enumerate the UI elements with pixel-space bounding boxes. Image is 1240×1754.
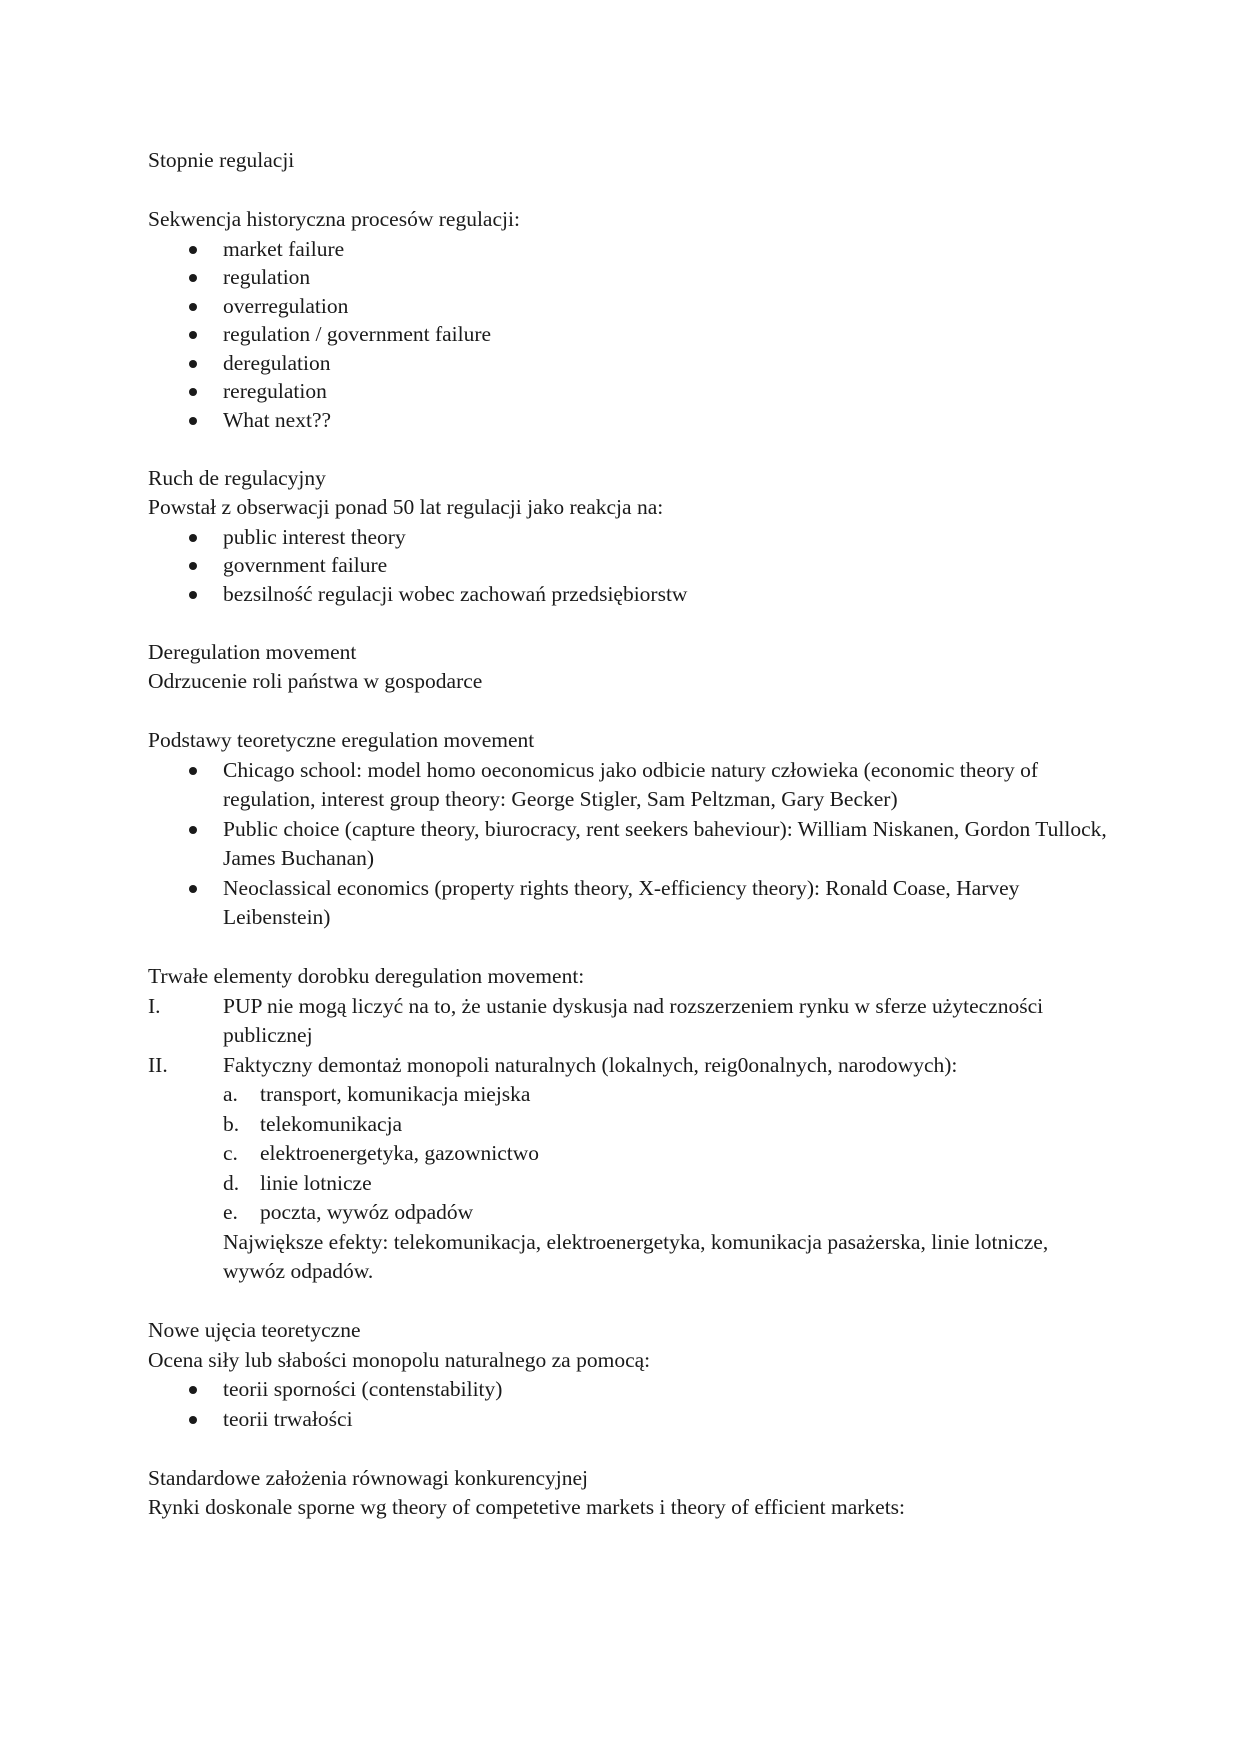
alpha-list xyxy=(223,1080,1108,1228)
list-item xyxy=(223,1110,1108,1140)
list-item: reregulation xyxy=(148,377,1108,406)
list-item: Neoclassical economics (property rights theory, X-efficiency theory): Ronald Coase, Harvey Leibenstein) xyxy=(148,874,1108,933)
section-heading: Standardowe założenia równowagi konkurencyjnej xyxy=(148,1465,588,1490)
section-intro: Ocena siły lub słabości monopolu naturalnego za pomocą: xyxy=(148,1347,651,1372)
section-line: Rynki doskonale sporne wg theory of competetive markets i theory of efficient markets: xyxy=(148,1495,906,1519)
section-podstawy-teoretyczne xyxy=(148,726,1108,933)
roman-list xyxy=(148,992,1108,1287)
effects-note: Największe efekty: telekomunikacja, elektroenergetyka, komunikacja pasażerska, linie lotnicze, wywóz odpadów. xyxy=(223,1229,1049,1283)
list-item xyxy=(223,1169,1108,1199)
list-item xyxy=(148,1051,1108,1287)
section-sekwencja xyxy=(148,205,1108,434)
section-stopnie-regulacji xyxy=(148,146,1108,176)
bullet-list xyxy=(148,523,1108,609)
bullet-list xyxy=(148,756,1108,933)
list-marker: II. xyxy=(148,1052,168,1077)
section-intro: Powstał z obserwacji ponad 50 lat regulacji jako reakcja na: xyxy=(148,495,664,519)
list-item-text: PUP nie mogą liczyć na to, że ustanie dyskusja nad rozszerzeniem rynku w sferze użyteczności publicznej xyxy=(223,993,1044,1047)
section-heading: Podstawy teoretyczne eregulation movement xyxy=(148,728,535,752)
section-line: Odrzucenie roli państwa w gospodarce xyxy=(148,669,483,693)
list-item: market failure xyxy=(148,235,1108,264)
list-item: public interest theory xyxy=(148,523,1108,552)
bullet-list xyxy=(148,1375,1108,1434)
list-item: Public choice (capture theory, biurocracy, rent seekers baheviour): William Niskanen, Gordon Tullock, James Buchanan) xyxy=(148,815,1108,874)
section-title: Stopnie regulacji xyxy=(148,148,295,172)
list-item-text: transport, komunikacja miejska xyxy=(260,1082,531,1106)
list-item xyxy=(148,992,1108,1051)
list-item: regulation xyxy=(148,263,1108,292)
list-item xyxy=(223,1080,1108,1110)
list-item: teorii trwałości xyxy=(148,1405,1108,1435)
list-item xyxy=(223,1139,1108,1169)
list-item-text: linie lotnicze xyxy=(260,1170,372,1195)
list-marker: e. xyxy=(223,1200,238,1224)
list-marker: I. xyxy=(148,993,161,1018)
list-item: government failure xyxy=(148,551,1108,580)
list-marker: a. xyxy=(223,1082,238,1106)
bullet-list xyxy=(148,235,1108,435)
list-item: teorii sporności (contenstability) xyxy=(148,1375,1108,1405)
list-item xyxy=(223,1198,1108,1228)
section-heading: Nowe ujęcia teoretyczne xyxy=(148,1318,361,1342)
list-marker: c. xyxy=(223,1141,238,1165)
list-item-text: Faktyczny demontaż monopoli naturalnych (lokalnych, reig0onalnych, narodowych): xyxy=(223,1052,958,1077)
section-heading: Sekwencja historyczna procesów regulacji: xyxy=(148,207,520,231)
section-deregulation-movement xyxy=(148,638,1108,697)
list-item-text: poczta, wywóz odpadów xyxy=(260,1200,474,1224)
section-heading: Ruch de regulacyjny xyxy=(148,465,326,490)
list-item: deregulation xyxy=(148,349,1108,378)
document-page xyxy=(148,146,1108,1552)
list-item: regulation / government failure xyxy=(148,320,1108,349)
list-item-text: elektroenergetyka, gazownictwo xyxy=(260,1141,539,1165)
list-marker: b. xyxy=(223,1111,240,1136)
list-item: overregulation xyxy=(148,292,1108,321)
list-item: What next?? xyxy=(148,406,1108,435)
section-nowe-ujecia xyxy=(148,1316,1108,1434)
section-heading: Deregulation movement xyxy=(148,639,357,664)
list-item-text: telekomunikacja xyxy=(260,1111,403,1136)
section-heading: Trwałe elementy dorobku deregulation movement: xyxy=(148,964,585,988)
list-item: Chicago school: model homo oeconomicus jako odbicie natury człowieka (economic theory of regulation, interest group theory: George Stigler, Sam Peltzman, Gary Becker) xyxy=(148,756,1108,815)
list-marker: d. xyxy=(223,1170,240,1195)
section-standardowe-zalozenia xyxy=(148,1464,1108,1523)
list-item: bezsilność regulacji wobec zachowań przedsiębiorstw xyxy=(148,580,1108,609)
section-ruch-deregulacyjny xyxy=(148,464,1108,609)
section-trwale-elementy xyxy=(148,962,1108,1287)
